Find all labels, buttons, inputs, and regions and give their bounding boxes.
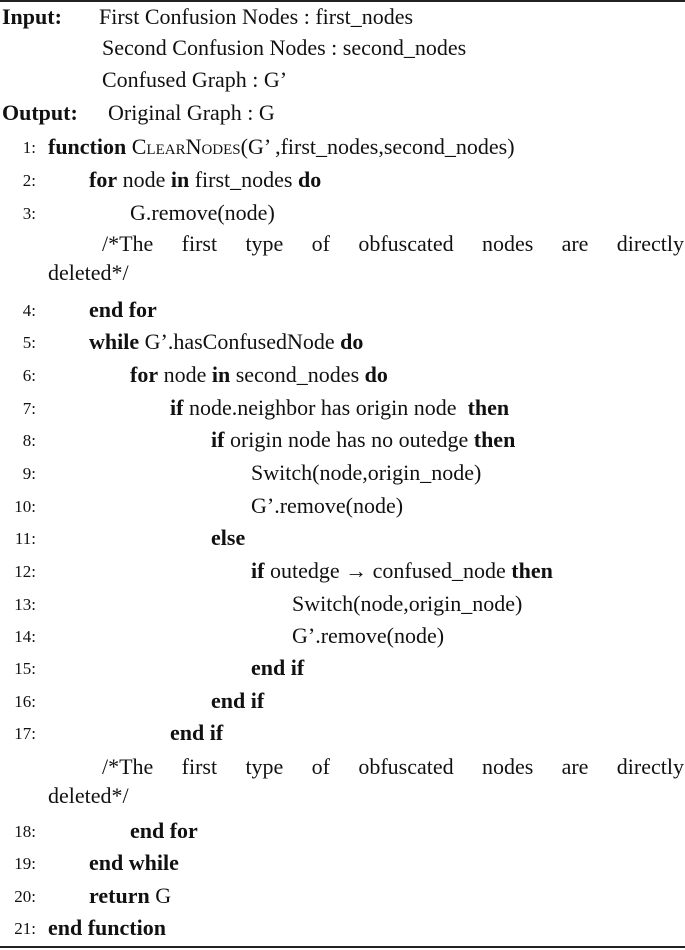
line-number: 14: — [14, 627, 36, 646]
input-first-nodes: First Confusion Nodes : first_nodes — [99, 4, 414, 29]
comment-tail: deleted*/ — [48, 783, 129, 808]
line-number: 18: — [14, 822, 36, 841]
comment-tail: deleted*/ — [48, 260, 129, 285]
line-number: 1: — [22, 138, 36, 157]
top-rule — [0, 0, 685, 2]
input-confused-graph: Confused Graph : G’ — [102, 67, 288, 92]
line-number: 17: — [14, 724, 36, 743]
line-number: 15: — [14, 659, 36, 678]
line-number: 3: — [22, 204, 36, 223]
line-number: 19: — [14, 854, 36, 873]
line-number: 9: — [22, 464, 36, 483]
comment-block-1 — [48, 229, 684, 287]
kw-function: function — [48, 134, 127, 159]
comment-justified-line: /*The first type of obfuscated nodes are directly — [102, 754, 684, 779]
output-original-graph: Original Graph : G — [108, 100, 275, 125]
line-number: 20: — [14, 887, 36, 906]
stmt-g-remove: G.remove(node) — [130, 200, 275, 225]
line-number: 12: — [14, 562, 36, 581]
line-number: 7: — [22, 399, 36, 418]
comment-block-2 — [48, 752, 684, 810]
function-args: (G’ ,first_nodes,second_nodes) — [240, 134, 515, 159]
arrow-icon: → — [345, 558, 368, 583]
comment-justified-line: /*The first type of obfuscated nodes are directly — [102, 231, 684, 256]
line-number: 4: — [22, 301, 36, 320]
output-label: Output: — [2, 100, 78, 125]
input-label: Input: — [2, 4, 62, 29]
line-number: 11: — [14, 529, 36, 548]
line-number: 5: — [22, 333, 36, 352]
bottom-rule — [0, 946, 685, 948]
input-second-nodes: Second Confusion Nodes : second_nodes — [102, 35, 467, 60]
line-number: 6: — [22, 366, 36, 385]
line-number: 2: — [22, 171, 36, 190]
function-name: ClearNodes — [131, 134, 241, 159]
line-number: 21: — [14, 919, 36, 938]
line-number: 10: — [14, 497, 36, 516]
line-number: 16: — [14, 692, 36, 711]
line-number: 13: — [14, 595, 36, 614]
line-number: 8: — [22, 431, 36, 450]
